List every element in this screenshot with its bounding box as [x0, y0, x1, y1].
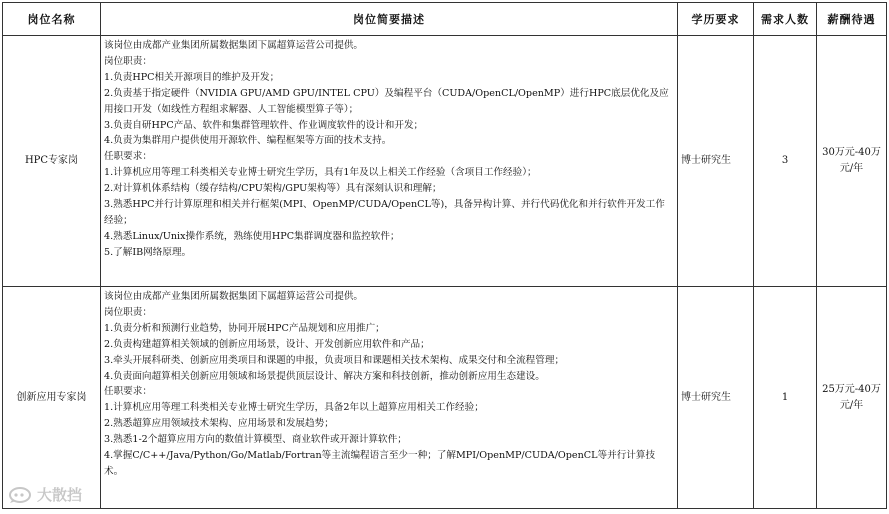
position-name: 创新应用专家岗 [3, 287, 101, 509]
desc-line: 3.负责自研HPC产品、软件和集群管理软件、作业调度软件的设计和开发； [104, 119, 424, 131]
salary: 30万元-40万元/年 [817, 36, 887, 287]
table-header-row [3, 3, 887, 36]
desc-line: 2.负责基于指定硬件（NVIDIA GPU/AMD GPU/INTEL CPU）及编程平台（CUDA/OpenCL/OpenMP）进行HPC底层优化及应用接口开发（如线性方程组求解器、人工智能模型算子等）； [104, 87, 669, 115]
position-name: HPC专家岗 [3, 36, 101, 287]
desc-line: 4.负责面向超算相关创新应用领域和场景提供顶层设计、解决方案和科技创新，推动创新应用生态建设。 [104, 370, 545, 382]
desc-line: 任职要求： [104, 386, 152, 398]
watermark-text: 大散挡 [37, 486, 83, 504]
job-table [2, 2, 887, 509]
desc-line: 1.负责HPC相关开源项目的维护及开发； [104, 71, 280, 83]
desc-line: 3.熟悉1-2个超算应用方向的数值计算模型、商业软件或开源计算软件； [104, 434, 407, 446]
desc-line: 2.对计算机体系结构（缓存结构/CPU架构/GPU架构等）具有深刻认识和理解； [104, 183, 442, 195]
desc-line: 1.计算机应用等理工科类相关专业博士研究生学历，具有1年及以上相关工作经验（含项目工作经验）； [104, 167, 537, 179]
desc-line: 1.计算机应用等理工科类相关专业博士研究生学历，具备2年以上超算应用相关工作经验； [104, 402, 484, 414]
position-description [101, 36, 678, 287]
desc-line: 该岗位由成都产业集团所属数据集团下属超算运营公司提供。 [104, 40, 364, 51]
header-description: 岗位简要描述 [101, 3, 678, 36]
watermark [8, 484, 82, 505]
position-description [101, 287, 678, 509]
desc-line: 1.负责分析和预测行业趋势，协同开展HPC产品规划和应用推广； [104, 322, 385, 334]
desc-line: 该岗位由成都产业集团所属数据集团下属超算运营公司提供。 [104, 291, 364, 302]
desc-line: 3.熟悉HPC并行计算原理和相关并行框架(MPI、OpenMP/CUDA/OpenCL等)，具备异构计算、并行代码优化和并行软件开发工作经验； [104, 199, 665, 226]
education-requirement: 博士研究生 [678, 36, 754, 287]
header-headcount: 需求人数 [754, 3, 817, 36]
headcount: 3 [754, 36, 817, 287]
header-position-name: 岗位名称 [3, 3, 101, 36]
headcount: 1 [754, 287, 817, 509]
desc-line: 3.牵头开展科研类、创新应用类项目和课题的申报，负责项目和课题相关技术架构、成果交付和全流程管理； [104, 354, 565, 366]
education-requirement: 博士研究生 [678, 287, 754, 509]
table-row [3, 287, 887, 509]
table-row [3, 36, 887, 287]
desc-line: 4.掌握C/C++/Java/Python/Go/Matlab/Fortran等主流编程语言至少一种；了解MPI/OpenMP/CUDA/OpenCL等并行计算技术。 [104, 450, 656, 477]
chat-bubble-logo-icon [8, 486, 34, 504]
desc-line: 5.了解IB网络原理。 [104, 246, 192, 258]
desc-line: 岗位职责： [104, 55, 152, 67]
desc-line: 4.负责为集群用户提供使用开源软件、编程框架等方面的技术支持。 [104, 135, 392, 147]
desc-line: 任职要求： [104, 151, 152, 163]
desc-line: 2.熟悉超算应用领域技术架构、应用场景和发展趋势； [104, 418, 334, 430]
salary: 25万元-40万元/年 [817, 287, 887, 509]
desc-line: 4.熟悉Linux/Unix操作系统，熟练使用HPC集群调度器和监控软件； [104, 230, 400, 242]
header-education: 学历要求 [678, 3, 754, 36]
desc-line: 岗位职责： [104, 306, 152, 318]
desc-line: 2.负责构建超算相关领域的创新应用场景，设计、开发创新应用软件和产品； [104, 338, 430, 350]
header-salary: 薪酬待遇 [817, 3, 887, 36]
